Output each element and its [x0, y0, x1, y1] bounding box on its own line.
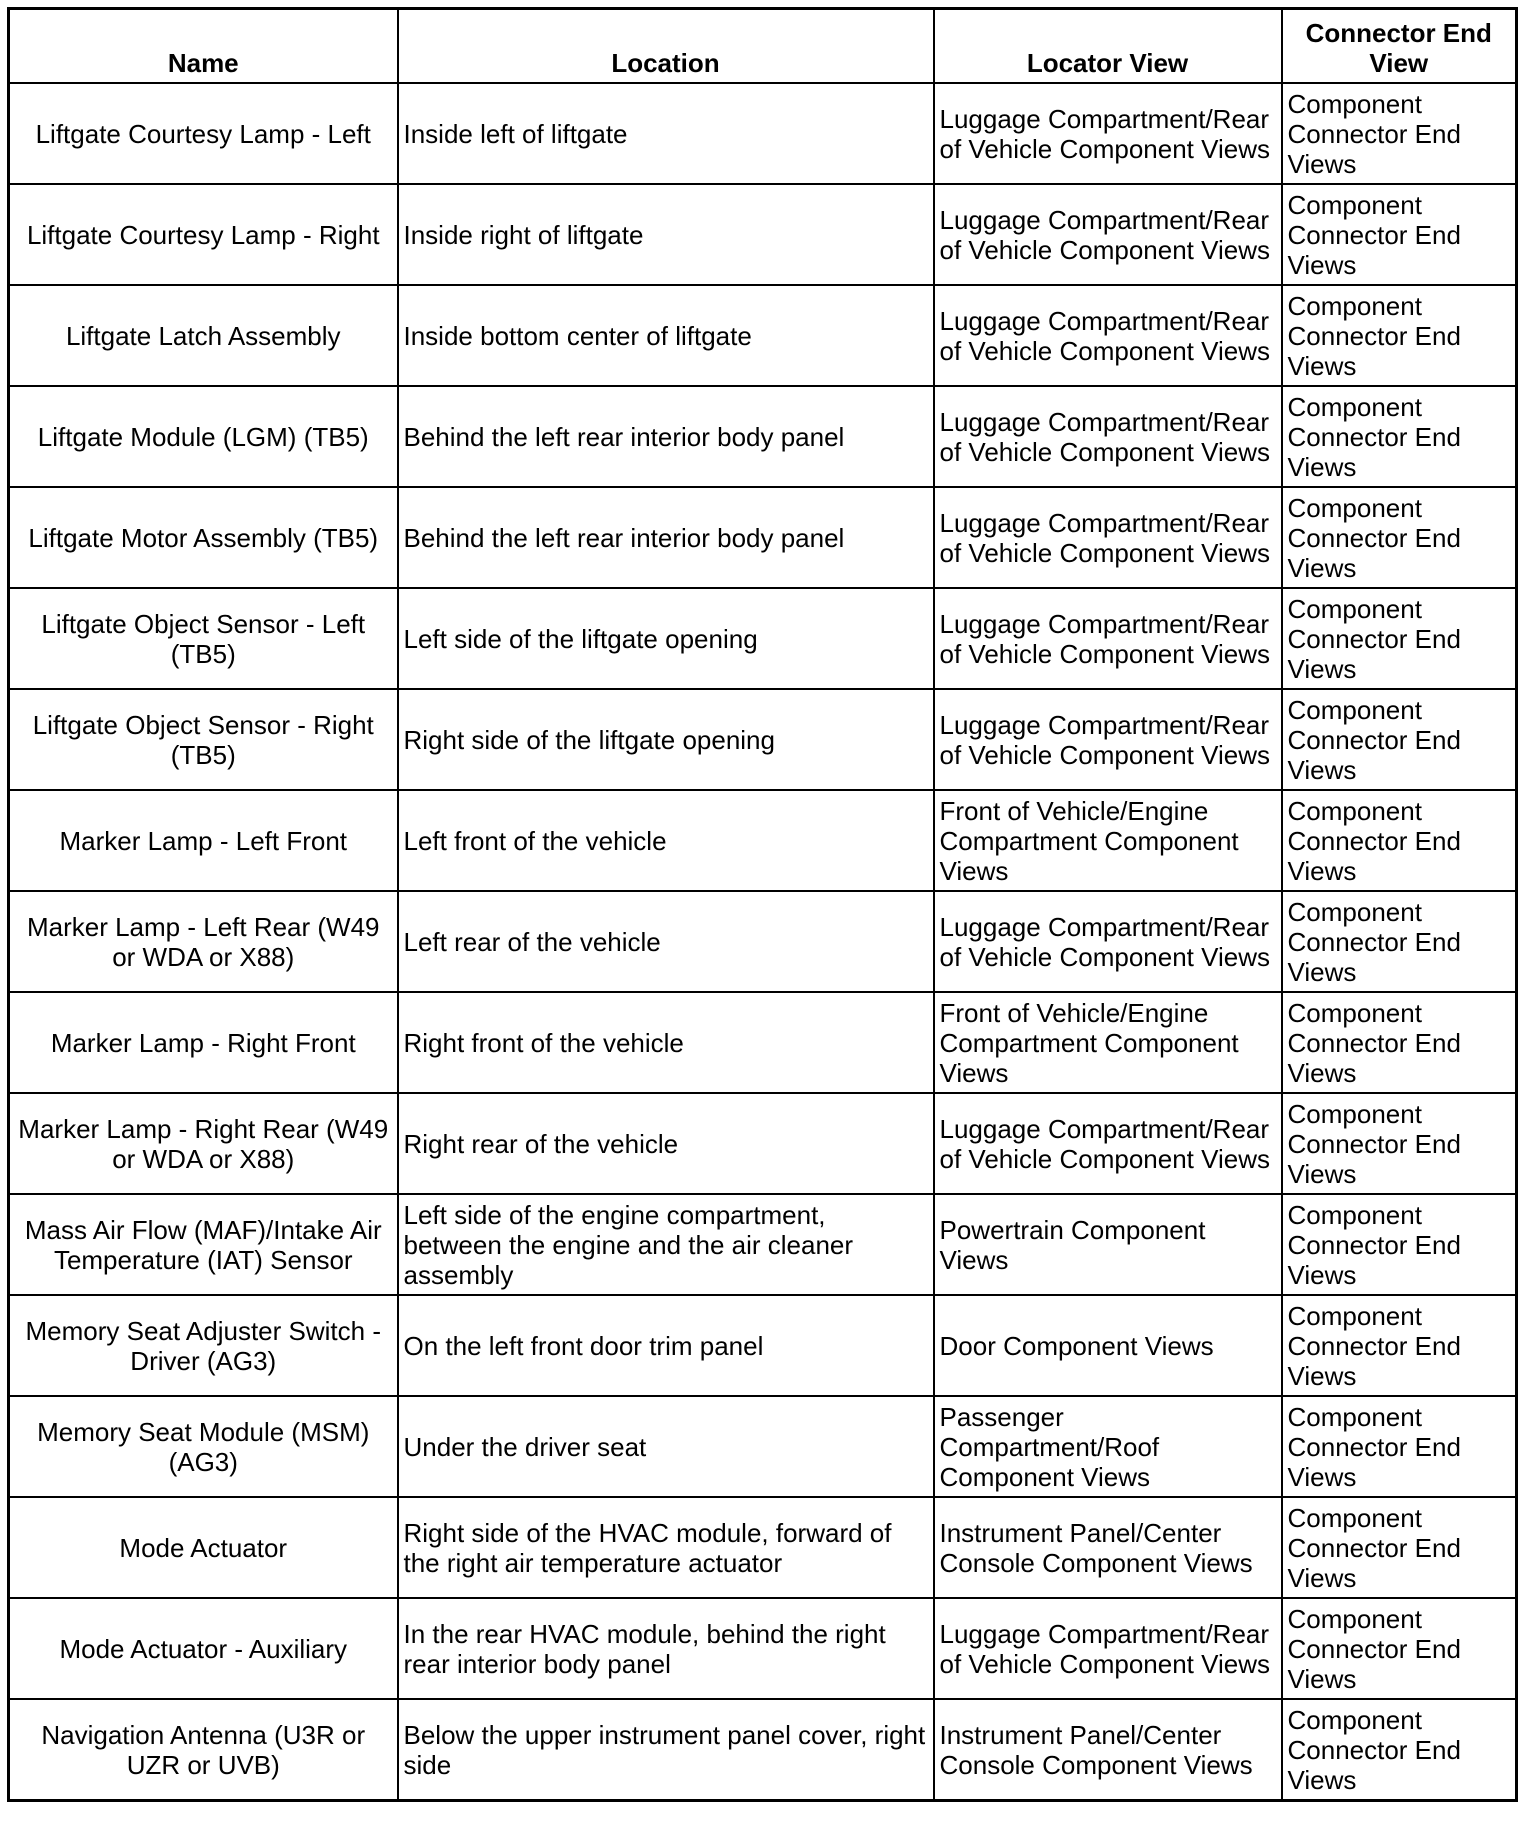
cell-connector-end-view: Component Connector End Views [1282, 992, 1517, 1093]
cell-locator-view: Front of Vehicle/Engine Compartment Component Views [934, 992, 1282, 1093]
cell-name: Mode Actuator [9, 1497, 398, 1598]
cell-locator-view: Luggage Compartment/Rear of Vehicle Component Views [934, 689, 1282, 790]
cell-location: Right rear of the vehicle [398, 1093, 934, 1194]
cell-connector-end-view: Component Connector End Views [1282, 184, 1517, 285]
cell-name: Liftgate Motor Assembly (TB5) [9, 487, 398, 588]
table-row [9, 992, 1517, 1093]
cell-location: Behind the left rear interior body panel [398, 386, 934, 487]
table-row [9, 588, 1517, 689]
cell-location: Left side of the liftgate opening [398, 588, 934, 689]
table-row [9, 1093, 1517, 1194]
cell-location: On the left front door trim panel [398, 1295, 934, 1396]
cell-location: Left front of the vehicle [398, 790, 934, 891]
cell-locator-view: Front of Vehicle/Engine Compartment Component Views [934, 790, 1282, 891]
cell-locator-view: Luggage Compartment/Rear of Vehicle Component Views [934, 1598, 1282, 1699]
cell-name: Mode Actuator - Auxiliary [9, 1598, 398, 1699]
cell-connector-end-view: Component Connector End Views [1282, 1295, 1517, 1396]
cell-location: In the rear HVAC module, behind the right rear interior body panel [398, 1598, 934, 1699]
cell-name: Memory Seat Adjuster Switch - Driver (AG3) [9, 1295, 398, 1396]
cell-connector-end-view: Component Connector End Views [1282, 1497, 1517, 1598]
cell-locator-view: Luggage Compartment/Rear of Vehicle Component Views [934, 285, 1282, 386]
table-row [9, 1699, 1517, 1801]
cell-location: Under the driver seat [398, 1396, 934, 1497]
cell-location: Inside bottom center of liftgate [398, 285, 934, 386]
cell-name: Navigation Antenna (U3R or UZR or UVB) [9, 1699, 398, 1801]
cell-name: Memory Seat Module (MSM) (AG3) [9, 1396, 398, 1497]
cell-locator-view: Luggage Compartment/Rear of Vehicle Component Views [934, 588, 1282, 689]
cell-connector-end-view: Component Connector End Views [1282, 689, 1517, 790]
cell-locator-view: Luggage Compartment/Rear of Vehicle Component Views [934, 184, 1282, 285]
cell-name: Liftgate Courtesy Lamp - Left [9, 83, 398, 184]
cell-connector-end-view: Component Connector End Views [1282, 1093, 1517, 1194]
cell-location: Inside right of liftgate [398, 184, 934, 285]
cell-location: Inside left of liftgate [398, 83, 934, 184]
cell-location: Left side of the engine compartment, between the engine and the air cleaner assembly [398, 1194, 934, 1295]
table-row [9, 83, 1517, 184]
cell-connector-end-view: Component Connector End Views [1282, 83, 1517, 184]
cell-locator-view: Luggage Compartment/Rear of Vehicle Component Views [934, 1093, 1282, 1194]
cell-locator-view: Instrument Panel/Center Console Component Views [934, 1699, 1282, 1801]
cell-locator-view: Instrument Panel/Center Console Component Views [934, 1497, 1282, 1598]
table-row [9, 790, 1517, 891]
table-row [9, 689, 1517, 790]
table-row [9, 1598, 1517, 1699]
cell-connector-end-view: Component Connector End Views [1282, 1396, 1517, 1497]
cell-name: Marker Lamp - Right Rear (W49 or WDA or X88) [9, 1093, 398, 1194]
cell-location: Behind the left rear interior body panel [398, 487, 934, 588]
cell-connector-end-view: Component Connector End Views [1282, 588, 1517, 689]
table-row [9, 487, 1517, 588]
table-header [9, 9, 1517, 84]
table-row [9, 386, 1517, 487]
header-location: Location [398, 9, 934, 84]
cell-name: Liftgate Module (LGM) (TB5) [9, 386, 398, 487]
cell-name: Liftgate Latch Assembly [9, 285, 398, 386]
cell-connector-end-view: Component Connector End Views [1282, 386, 1517, 487]
table-body [9, 83, 1517, 1801]
cell-locator-view: Powertrain Component Views [934, 1194, 1282, 1295]
cell-locator-view: Luggage Compartment/Rear of Vehicle Component Views [934, 891, 1282, 992]
cell-location: Right side of the HVAC module, forward of the right air temperature actuator [398, 1497, 934, 1598]
header-row [9, 9, 1517, 84]
table-row [9, 891, 1517, 992]
header-locator-view: Locator View [934, 9, 1282, 84]
cell-locator-view: Luggage Compartment/Rear of Vehicle Component Views [934, 386, 1282, 487]
cell-connector-end-view: Component Connector End Views [1282, 1699, 1517, 1801]
cell-name: Mass Air Flow (MAF)/Intake Air Temperature (IAT) Sensor [9, 1194, 398, 1295]
table-row [9, 1194, 1517, 1295]
cell-locator-view: Luggage Compartment/Rear of Vehicle Component Views [934, 83, 1282, 184]
header-name: Name [9, 9, 398, 84]
table-row [9, 1396, 1517, 1497]
cell-connector-end-view: Component Connector End Views [1282, 790, 1517, 891]
cell-name: Marker Lamp - Right Front [9, 992, 398, 1093]
cell-location: Below the upper instrument panel cover, right side [398, 1699, 934, 1801]
cell-name: Liftgate Courtesy Lamp - Right [9, 184, 398, 285]
cell-connector-end-view: Component Connector End Views [1282, 1598, 1517, 1699]
table-row [9, 1497, 1517, 1598]
cell-connector-end-view: Component Connector End Views [1282, 487, 1517, 588]
cell-location: Left rear of the vehicle [398, 891, 934, 992]
cell-name: Liftgate Object Sensor - Right (TB5) [9, 689, 398, 790]
cell-location: Right side of the liftgate opening [398, 689, 934, 790]
component-locator-table [7, 7, 1518, 1802]
cell-location: Right front of the vehicle [398, 992, 934, 1093]
cell-locator-view: Luggage Compartment/Rear of Vehicle Component Views [934, 487, 1282, 588]
cell-locator-view: Door Component Views [934, 1295, 1282, 1396]
table-row [9, 285, 1517, 386]
cell-name: Marker Lamp - Left Rear (W49 or WDA or X88) [9, 891, 398, 992]
cell-name: Liftgate Object Sensor - Left (TB5) [9, 588, 398, 689]
table-row [9, 184, 1517, 285]
cell-connector-end-view: Component Connector End Views [1282, 1194, 1517, 1295]
cell-connector-end-view: Component Connector End Views [1282, 891, 1517, 992]
header-connector-end-view: Connector End View [1282, 9, 1517, 84]
cell-name: Marker Lamp - Left Front [9, 790, 398, 891]
table-row [9, 1295, 1517, 1396]
cell-connector-end-view: Component Connector End Views [1282, 285, 1517, 386]
component-locator-table-container [7, 7, 1518, 1802]
cell-locator-view: Passenger Compartment/Roof Component Views [934, 1396, 1282, 1497]
